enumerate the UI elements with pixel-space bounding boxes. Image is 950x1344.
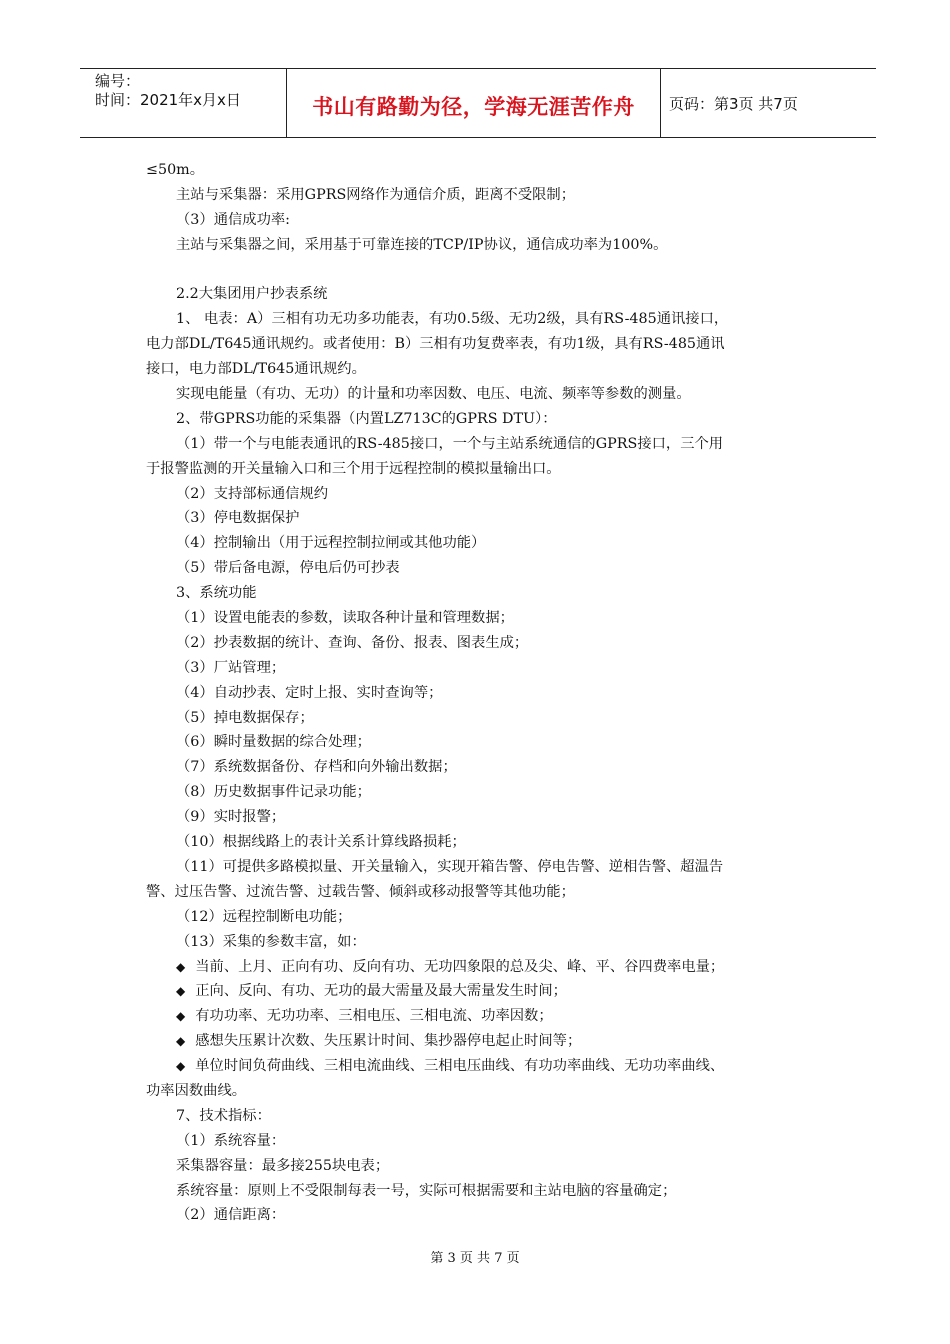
bullet-text: 感想失压累计次数、失压累计时间、集抄器停电起止时间等；: [195, 1033, 582, 1050]
header-page-info: 页码：第3页 共7页: [669, 94, 798, 113]
bullet-item: [146, 979, 826, 1004]
text-line: ≤50m。: [146, 162, 205, 178]
text-line: （12）远程控制断电功能；: [176, 908, 352, 925]
bullet-item: [146, 1004, 826, 1029]
doc-number-label: 编号：: [95, 72, 141, 90]
page-header: [80, 68, 876, 138]
text-line: 警、过压告警、过流告警、过载告警、倾斜或移动报警等其他功能；: [146, 883, 575, 900]
text-line: （5）掉电数据保存；: [176, 709, 314, 726]
text-line: （4）控制输出（用于远程控制拉闸或其他功能）: [176, 535, 486, 552]
bullet-item: [146, 1054, 826, 1079]
text-line: （3）停电数据保护: [176, 510, 300, 527]
text-line: （5）带后备电源，停电后仍可抄表: [176, 560, 400, 577]
text-line: 主站与采集器之间，采用基于可靠连接的TCP/IP协议，通信成功率为100%。: [176, 236, 668, 253]
text-line: （11）可提供多路模拟量、开关量输入，实现开箱告警、停电告警、逆相告警、超温告: [176, 858, 724, 875]
text-line: 主站与采集器：采用GPRS网络作为通信介质，距离不受限制；: [176, 186, 576, 203]
diamond-bullet-icon: ◆: [176, 959, 186, 974]
text-line: （8）历史数据事件记录功能；: [176, 784, 371, 801]
text-line: （2）抄表数据的统计、查询、备份、报表、图表生成；: [176, 634, 529, 651]
text-line: 功率因数曲线。: [146, 1082, 247, 1099]
diamond-bullet-icon: ◆: [176, 1059, 186, 1074]
text-line: 采集器容量：最多接255块电表；: [176, 1157, 390, 1174]
blank-line: [146, 258, 826, 283]
doc-time-label: 时间：2021年x月x日: [95, 91, 241, 109]
page-footer: 第 3 页 共 7 页: [430, 1251, 520, 1266]
text-line: 接口，电力部DL/T645通讯规约。: [146, 361, 366, 378]
header-motto: 书山有路勤为径，学海无涯苦作舟: [287, 69, 661, 137]
diamond-bullet-icon: ◆: [176, 1034, 186, 1049]
text-line: （2）支持部标通信规约: [176, 485, 329, 502]
text-line: 电力部DL/T645通讯规约。或者使用：B）三相有功复费率表，有功1级，具有RS-485通讯: [146, 336, 725, 353]
text-line: 1、 电表：A）三相有功无功多功能表，有功0.5级、无功2级，具有RS-485通讯接口，: [176, 311, 729, 328]
header-meta: [80, 69, 287, 137]
text-line: （6）瞬时量数据的综合处理；: [176, 734, 371, 751]
text-line: （9）实时报警；: [176, 809, 286, 826]
text-line: 于报警监测的开关量输入口和三个用于远程控制的模拟量输出口。: [146, 460, 561, 477]
text-line: （1）系统容量：: [176, 1132, 286, 1149]
bullet-text: 有功功率、无功功率、三相电压、三相电流、功率因数；: [195, 1008, 553, 1025]
document-body: [146, 158, 826, 1228]
text-line: 2.2大集团用户抄表系统: [176, 286, 328, 303]
text-line: 2、带GPRS功能的采集器（内置LZ713C的GPRS DTU）：: [176, 410, 557, 427]
text-line: （4）自动抄表、定时上报、实时查询等；: [176, 684, 443, 701]
bullet-text: 单位时间负荷曲线、三相电流曲线、三相电压曲线、有功功率曲线、无功功率曲线、: [195, 1058, 725, 1075]
text-line: （2）通信距离：: [176, 1207, 286, 1224]
diamond-bullet-icon: ◆: [176, 1009, 186, 1024]
text-line: 系统容量：原则上不受限制每表一号，实际可根据需要和主站电脑的容量确定；: [176, 1182, 677, 1199]
text-line: （1）设置电能表的参数，读取各种计量和管理数据；: [176, 610, 514, 627]
diamond-bullet-icon: ◆: [176, 984, 186, 999]
text-line: （7）系统数据备份、存档和向外输出数据；: [176, 759, 457, 776]
bullet-item: [146, 1029, 826, 1054]
bullet-text: 当前、上月、正向有功、反向有功、无功四象限的总及尖、峰、平、谷四费率电量；: [195, 958, 725, 975]
text-line: （13）采集的参数丰富，如：: [176, 933, 366, 950]
text-line: 3、系统功能: [176, 585, 257, 602]
text-line: （3）厂站管理；: [176, 659, 286, 676]
text-line: 7、技术指标：: [176, 1107, 271, 1124]
text-line: （10）根据线路上的表计关系计算线路损耗；: [176, 834, 466, 851]
bullet-item: [146, 955, 826, 980]
text-line: 实现电能量（有功、无功）的计量和功率因数、电压、电流、频率等参数的测量。: [176, 386, 691, 403]
text-line: （3）通信成功率:: [176, 211, 290, 228]
bullet-text: 正向、反向、有功、无功的最大需量及最大需量发生时间；: [195, 983, 567, 1000]
text-line: （1）带一个与电能表通讯的RS-485接口，一个与主站系统通信的GPRS接口，三个用: [176, 435, 724, 452]
